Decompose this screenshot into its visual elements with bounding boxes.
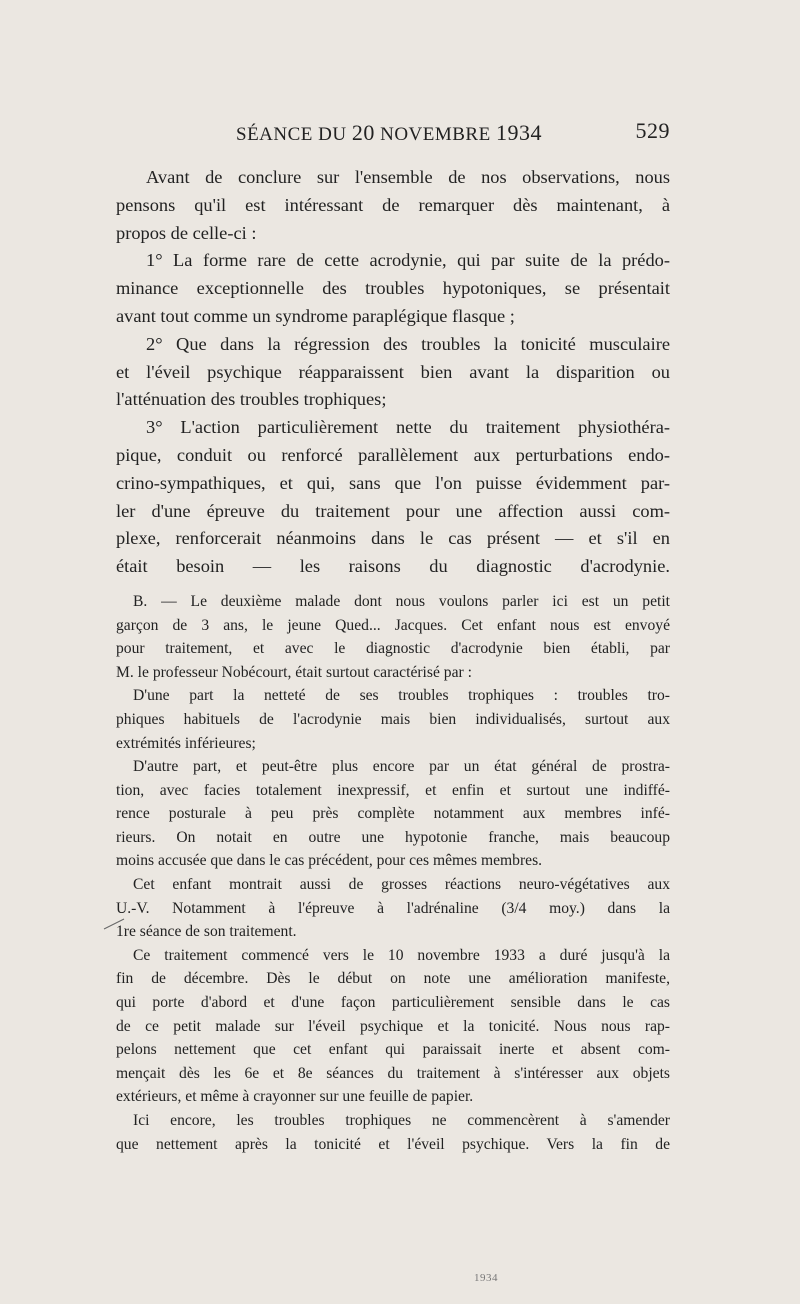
text-line: et l'éveil psychique réapparaissent bien avant la disparition ou [116,361,670,382]
page-number: 529 [635,118,670,143]
text-line: moins accusée que dans le cas précédent, pour ces mêmes membres. [116,852,543,870]
text-line: pour traitement, et avec le diagnostic d'acrodynie bien établi, par [116,640,670,658]
text-line: Ce traitement commencé vers le 10 novembre 1933 a duré jusqu'à la [133,946,670,964]
text-line: 1re séance de son traitement. [116,923,297,941]
text-line: était besoin — les raisons du diagnostic d'acrodynie. [116,556,670,577]
text-line: Ici encore, les troubles trophiques ne commencèrent à s'amender [133,1112,670,1130]
bottom-year-mark: 1934 [474,1272,498,1284]
text-line: fin de décembre. Dès le début on note une amélioration manifeste, [116,970,670,988]
text-line: M. le professeur Nobécourt, était surtout caractérisé par : [116,663,472,681]
text-line: 2° Que dans la régression des troubles la tonicité musculaire [146,333,670,354]
text-line: 3° L'action particulièrement nette du traitement physiothéra- [146,417,670,438]
text-line: extrémités inférieures; [116,734,256,752]
text-line: Cet enfant montrait aussi de grosses réactions neuro-végétatives aux [133,876,670,894]
small-text-section [116,590,670,1156]
text-line: D'une part la netteté de ses troubles trophiques : troubles tro- [133,687,670,705]
text-line: pelons nettement que cet enfant qui paraissait inerte et absent com- [116,1041,670,1059]
text-line: U.-V. Notamment à l'épreuve à l'adrénaline (3/4 moy.) dans la [116,899,670,917]
text-line: mençait dès les 6e et 8e séances du traitement à s'intéresser aux objets [116,1064,670,1082]
header-day: 20 [351,120,375,145]
running-header [116,118,670,148]
header-prefix: SÉANCE DU [236,124,347,145]
text-line: 1° La forme rare de cette acrodynie, qui par suite de la prédo- [146,250,670,271]
text-line: avant tout comme un syndrome paraplégique flasque ; [116,305,515,326]
text-line: Avant de conclure sur l'ensemble de nos observations, nous [146,167,670,187]
text-line: pensons qu'il est intéressant de remarquer dès maintenant, à [116,194,670,215]
text-line: phiques habituels de l'acrodynie mais bien individualisés, surtout aux [116,710,670,728]
text-line: pique, conduit ou renforcé parallèlement aux perturbations endo- [116,444,670,465]
text-line: garçon de 3 ans, le jeune Qued... Jacques. Cet enfant nous est envoyé [116,616,670,634]
text-line: extérieurs, et même à crayonner sur une feuille de papier. [116,1088,474,1106]
large-text-section [116,164,670,581]
text-line: tion, avec facies totalement inexpressif, et enfin et surtout une indiffé- [116,781,670,799]
text-line: propos de celle-ci : [116,222,257,243]
text-line: qui porte d'abord et d'une façon particulièrement sensible dans le cas [116,994,670,1012]
header-title [236,120,542,146]
text-line: rieurs. On notait en outre une hypotonie franche, mais beaucoup [116,828,670,846]
text-line: crino-sympathiques, et qui, sans que l'on puisse évidemment par- [116,472,670,493]
text-line: B. — Le deuxième malade dont nous voulons parler ici est un petit [133,592,670,610]
text-line: D'autre part, et peut-être plus encore par un état général de prostra- [133,758,670,776]
body-text [116,164,670,1156]
text-line: plexe, renforcerait néanmoins dans le cas présent — et s'il en [116,528,670,549]
pencil-mark [103,918,125,930]
header-year: 1934 [495,120,542,145]
text-line: rence posturale à peu près complète notamment aux membres infé- [116,805,670,823]
text-line: ler d'une épreuve du traitement pour une affection aussi com- [116,500,670,521]
header-month: NOVEMBRE [380,124,491,145]
text-line: de ce petit malade sur l'éveil psychique et la tonicité. Nous nous rap- [116,1017,670,1035]
text-line: que nettement après la tonicité et l'éveil psychique. Vers la fin de [116,1135,670,1153]
text-line: l'atténuation des troubles trophiques; [116,389,387,410]
text-line: minance exceptionnelle des troubles hypotoniques, se présentait [116,278,670,299]
